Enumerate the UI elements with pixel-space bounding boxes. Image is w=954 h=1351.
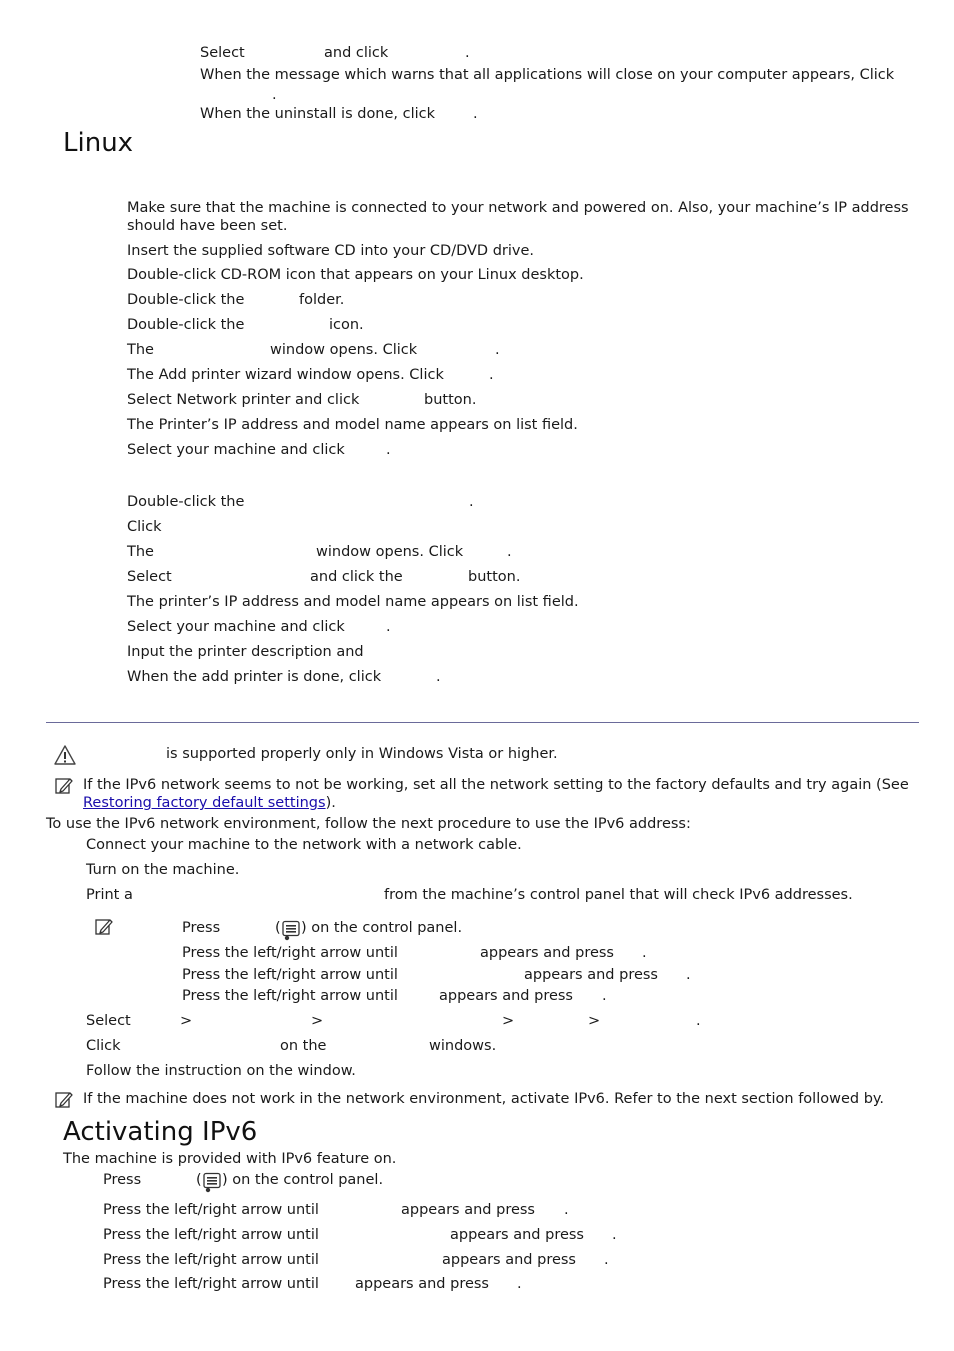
ipv6-sub-arrow-2-prefix: Press the left/right arrow until [182, 967, 398, 983]
warning-text: is supported properly only in Windows Vista or higher. [166, 746, 558, 762]
activating-arrow-1-suffix: appears and press [401, 1202, 535, 1218]
ipv6-note-text: If the IPv6 network seems to not be working, set all the network setting to the factory defaults and try again (See [83, 777, 909, 793]
ipv6-sub-arrow-3-suffix: appears and press [439, 988, 573, 1004]
ipv6-activate-note: If the machine does not work in the network environment, activate IPv6. Refer to the next section followed by. [83, 1091, 885, 1107]
ipv6-sub-press-prefix: Press [182, 920, 221, 936]
note-pencil-icon [95, 918, 113, 940]
ipv6-select-sep-2: > [311, 1013, 324, 1029]
uninstall-warn-line: When the message which warns that all applications will close on your computer appears, Click [200, 67, 895, 83]
activating-arrow-3-prefix: Press the left/right arrow until [103, 1252, 319, 1268]
ipv6-sub-arrow-1-end: . [642, 945, 647, 961]
activating-arrow-1-end: . [564, 1202, 569, 1218]
activating-arrow-2-end: . [612, 1227, 617, 1243]
uninstall-done-prefix: When the uninstall is done, click [200, 106, 436, 122]
warning-triangle-icon [54, 745, 76, 769]
uninstall-select-mid: and click [324, 45, 389, 61]
activating-arrow-2-prefix: Press the left/right arrow until [103, 1227, 319, 1243]
ipv6-select-end: . [696, 1013, 701, 1029]
activating-arrow-4-suffix: appears and press [355, 1276, 489, 1292]
ipv6-print-suffix: from the machine’s control panel that will check IPv6 addresses. [384, 887, 853, 903]
restoring-defaults-link[interactable]: Restoring factory default settings [83, 795, 326, 811]
linux-b-select-machine-end: . [386, 619, 391, 635]
ipv6-click-suffix: windows. [429, 1038, 497, 1054]
ipv6-step-2: Turn on the machine. [86, 862, 240, 878]
ipv6-select-sep-3: > [502, 1013, 515, 1029]
linux-b-select-machine-prefix: Select your machine and click [127, 619, 345, 635]
linux-b-select-prefix: Select [127, 569, 172, 585]
linux-select-machine-end: . [386, 442, 391, 458]
ipv6-intro: To use the IPv6 network environment, follow the next procedure to use the IPv6 address: [46, 816, 691, 832]
ipv6-note-end: ). [325, 795, 336, 811]
activating-press-suffix: ) on the control panel. [222, 1172, 384, 1188]
linux-b-dbl-prefix: Double-click the [127, 494, 245, 510]
activating-arrow-2-suffix: appears and press [450, 1227, 584, 1243]
activating-arrow-4-end: . [517, 1276, 522, 1292]
linux-b-window-end: . [507, 544, 512, 560]
linux-b-done-prefix: When the add printer is done, click [127, 669, 382, 685]
linux-folder-suffix: folder. [299, 292, 345, 308]
linux-b-select-mid: and click the [310, 569, 403, 585]
linux-window-mid: window opens. Click [270, 342, 418, 358]
ipv6-select-label: Select [86, 1013, 131, 1029]
linux-b-window-mid: window opens. Click [316, 544, 464, 560]
linux-step-3: Double-click CD-ROM icon that appears on your Linux desktop. [127, 267, 584, 283]
linux-wizard-prefix: The Add printer wizard window opens. Click [127, 367, 444, 383]
uninstall-select-prefix: Select [200, 45, 245, 61]
uninstall-warn-end: . [272, 87, 277, 103]
ipv6-select-sep-1: > [180, 1013, 193, 1029]
activating-paren-open: ( [196, 1172, 202, 1188]
activating-arrow-3-suffix: appears and press [442, 1252, 576, 1268]
activating-heading: Activating IPv6 [63, 1117, 258, 1147]
linux-b-select-suffix: button. [468, 569, 521, 585]
ipv6-sub-arrow-2-end: . [686, 967, 691, 983]
linux-icon-prefix: Double-click the [127, 317, 245, 333]
ipv6-note-line2 [83, 794, 336, 812]
ipv6-sub-arrow-2-suffix: appears and press [524, 967, 658, 983]
linux-window-prefix: The [127, 342, 154, 358]
linux-window-end: . [495, 342, 500, 358]
linux-b-click: Click [127, 519, 162, 535]
linux-network-suffix: button. [424, 392, 477, 408]
linux-ip-list: The Printer’s IP address and model name appears on list field. [127, 417, 578, 433]
ipv6-sub-paren-open: ( [275, 920, 281, 936]
ipv6-step-1: Connect your machine to the network with a network cable. [86, 837, 522, 853]
ipv6-click-mid: on the [280, 1038, 327, 1054]
activating-arrow-3-end: . [604, 1252, 609, 1268]
linux-b-dbl-end: . [469, 494, 474, 510]
ipv6-sub-arrow-3-prefix: Press the left/right arrow until [182, 988, 398, 1004]
menu-button-icon [202, 1172, 224, 1198]
linux-network-prefix: Select Network printer and click [127, 392, 360, 408]
linux-b-input: Input the printer description and [127, 644, 364, 660]
note-pencil-icon [55, 777, 73, 799]
note-pencil-icon [55, 1091, 73, 1113]
ipv6-sub-arrow-1-suffix: appears and press [480, 945, 614, 961]
section-divider [46, 722, 919, 723]
linux-b-ip-list: The printer’s IP address and model name appears on list field. [127, 594, 579, 610]
ipv6-sub-arrow-3-end: . [602, 988, 607, 1004]
linux-wizard-end: . [489, 367, 494, 383]
ipv6-select-sep-4: > [588, 1013, 601, 1029]
ipv6-sub-press-suffix: ) on the control panel. [301, 920, 463, 936]
activating-arrow-1-prefix: Press the left/right arrow until [103, 1202, 319, 1218]
ipv6-follow: Follow the instruction on the window. [86, 1063, 356, 1079]
activating-arrow-4-prefix: Press the left/right arrow until [103, 1276, 319, 1292]
linux-icon-suffix: icon. [329, 317, 364, 333]
ipv6-sub-arrow-1-prefix: Press the left/right arrow until [182, 945, 398, 961]
menu-button-icon [281, 920, 303, 946]
ipv6-click-prefix: Click [86, 1038, 121, 1054]
linux-b-done-end: . [436, 669, 441, 685]
linux-select-machine-prefix: Select your machine and click [127, 442, 345, 458]
activating-intro: The machine is provided with IPv6 feature on. [63, 1151, 397, 1167]
ipv6-print-prefix: Print a [86, 887, 133, 903]
linux-step-1: Make sure that the machine is connected to your network and powered on. Also, your machine’s IP address should have been set. [127, 200, 909, 234]
uninstall-done-end: . [473, 106, 478, 122]
linux-b-window-prefix: The [127, 544, 154, 560]
linux-step-2: Insert the supplied software CD into your CD/DVD drive. [127, 243, 535, 259]
linux-folder-prefix: Double-click the [127, 292, 245, 308]
uninstall-select-end: . [465, 45, 470, 61]
linux-heading: Linux [63, 128, 134, 158]
activating-press-prefix: Press [103, 1172, 142, 1188]
